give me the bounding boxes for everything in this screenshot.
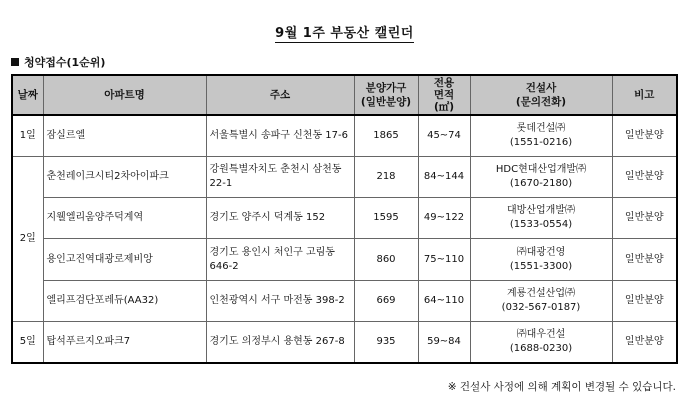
- builder-name: ㈜대광건영: [516, 246, 566, 258]
- builder-cell: [470, 239, 612, 280]
- builder-name: HDC현대산업개발㈜: [495, 164, 587, 176]
- address-cell: 인천광역시 서구 마전동 398-2: [206, 280, 354, 321]
- note-cell: 일반분양: [612, 115, 677, 157]
- footnote: ※ 건설사 사정에 의해 계획이 변경될 수 있습니다.: [447, 381, 676, 393]
- builder-cell: [470, 115, 612, 157]
- builder-phone: (1533-0554): [509, 219, 573, 231]
- apartment-name: 엘리프검단포레듀(AA32): [43, 280, 206, 321]
- table-row: [12, 157, 677, 198]
- builder-name: 대방산업개발㈜: [507, 205, 575, 217]
- apartment-name: 춘천레이크시티2차아이파크: [43, 157, 206, 198]
- address-cell: 경기도 의정부시 용현동 267-8: [206, 321, 354, 363]
- builder-phone: (1688-0230): [509, 342, 573, 354]
- col-header-apartment: 아파트명: [43, 75, 206, 115]
- builder-phone: (1551-3300): [509, 260, 573, 272]
- units-cell: 669: [354, 280, 418, 321]
- section-header: [11, 54, 105, 70]
- note-cell: 일반분양: [612, 198, 677, 239]
- calendar-table: [11, 74, 678, 364]
- builder-cell: [470, 321, 612, 363]
- col-header-date: 날짜: [12, 75, 43, 115]
- builder-cell: [470, 198, 612, 239]
- builder-name: 계룡건설산업㈜: [507, 287, 575, 299]
- area-cell: 45~74: [418, 115, 470, 157]
- address-cell: 경기도 용인시 처인구 고림동 646-2: [206, 239, 354, 280]
- area-cell: 75~110: [418, 239, 470, 280]
- units-cell: 935: [354, 321, 418, 363]
- builder-name: 롯데건설㈜: [516, 123, 566, 135]
- apartment-name: 잠실르엘: [43, 115, 206, 157]
- page-title: 9월 1주 부동산 캘린더: [275, 26, 414, 41]
- area-cell: 64~110: [418, 280, 470, 321]
- apartment-name: 탑석푸르지오파크7: [43, 321, 206, 363]
- builder-phone: (1670-2180): [509, 178, 573, 190]
- table-row: [12, 280, 677, 321]
- apartment-name: 지웰엘리움양주덕계역: [43, 198, 206, 239]
- builder-phone: (1551-0216): [509, 137, 573, 149]
- col-header-area: 전용 면적 (㎡): [418, 75, 470, 115]
- area-cell: 84~144: [418, 157, 470, 198]
- table-row: [12, 115, 677, 157]
- units-cell: 218: [354, 157, 418, 198]
- table-header-row: [12, 75, 677, 115]
- col-header-note: 비고: [612, 75, 677, 115]
- table-row: [12, 239, 677, 280]
- table-row: [12, 198, 677, 239]
- note-cell: 일반분양: [612, 157, 677, 198]
- builder-cell: [470, 157, 612, 198]
- area-cell: 59~84: [418, 321, 470, 363]
- date-cell: 1일: [12, 115, 43, 157]
- section-label: 청약접수(1순위): [24, 56, 106, 69]
- col-header-units: 분양가구 (일반분양): [354, 75, 418, 115]
- col-header-address: 주소: [206, 75, 354, 115]
- square-bullet-icon: [11, 58, 19, 66]
- address-cell: 서울특별시 송파구 신천동 17-6: [206, 115, 354, 157]
- apartment-name: 용인고진역대광로제비앙: [43, 239, 206, 280]
- col-header-builder: 건설사 (문의전화): [470, 75, 612, 115]
- units-cell: 1595: [354, 198, 418, 239]
- builder-phone: (032-567-0187): [501, 301, 581, 313]
- note-cell: 일반분양: [612, 239, 677, 280]
- units-cell: 860: [354, 239, 418, 280]
- builder-cell: [470, 280, 612, 321]
- area-cell: 49~122: [418, 198, 470, 239]
- builder-name: ㈜대우건설: [516, 328, 566, 340]
- address-cell: 강원특별자치도 춘천시 삼천동 22-1: [206, 157, 354, 198]
- date-cell: 2일: [12, 157, 43, 321]
- units-cell: 1865: [354, 115, 418, 157]
- note-cell: 일반분양: [612, 321, 677, 363]
- date-cell: 5일: [12, 321, 43, 363]
- note-cell: 일반분양: [612, 280, 677, 321]
- address-cell: 경기도 양주시 덕계동 152: [206, 198, 354, 239]
- table-row: [12, 321, 677, 363]
